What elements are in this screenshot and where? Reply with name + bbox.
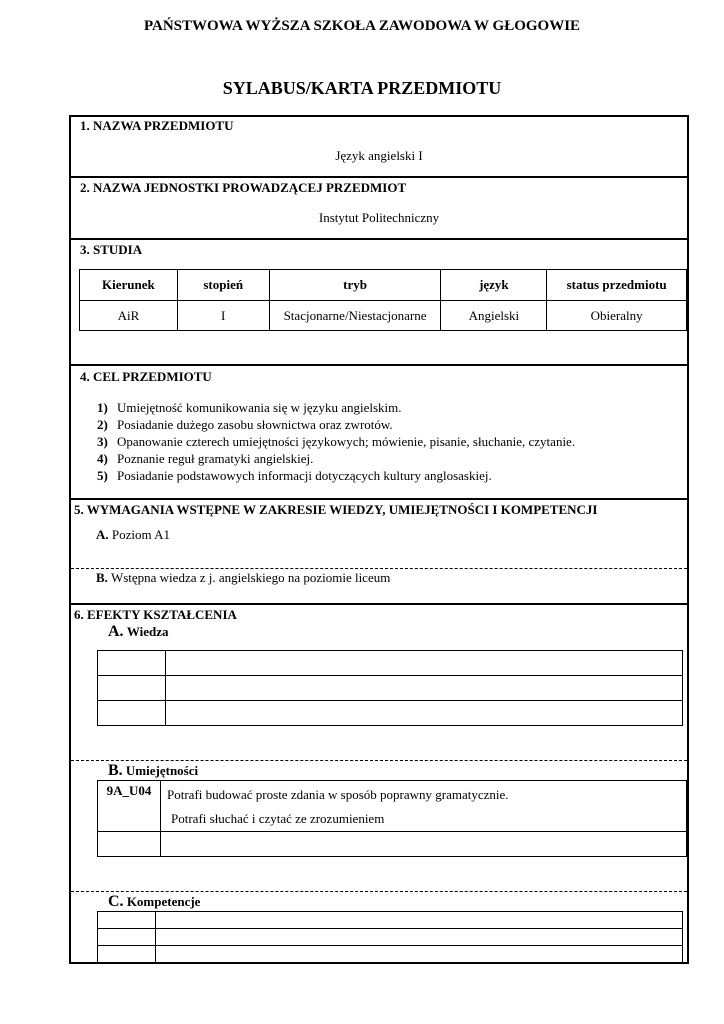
document-title: SYLABUS/KARTA PRZEDMIOTU	[222, 78, 502, 98]
cell-tryb: Stacjonarne/Niestacjonarne	[269, 301, 441, 331]
course-name: Język angielski I	[335, 148, 423, 163]
table-row	[98, 676, 683, 701]
cell-jezyk: Angielski	[441, 301, 547, 331]
requirement-a: A. Poziom A1	[96, 527, 171, 542]
studies-table	[79, 269, 687, 331]
institution-header: PAŃSTWOWA WYŻSZA SZKOŁA ZAWODOWA W GŁOGOWIE	[143, 18, 581, 34]
table-row	[98, 929, 683, 946]
divider	[71, 498, 687, 500]
goals-list	[97, 399, 575, 484]
table-row	[80, 301, 687, 331]
section-1-title: 1. NAZWA PRZEDMIOTU	[80, 118, 234, 133]
header-status: status przedmiotu	[547, 270, 687, 301]
divider	[71, 603, 687, 605]
table-header-row	[80, 270, 687, 301]
skill-description: Potrafi budować proste zdania w sposób poprawny gramatycznie. Potrafi słuchać i czytać ze zrozumieniem	[161, 781, 687, 832]
section-4-title: 4. CEL PRZEDMIOTU	[80, 369, 212, 384]
unit-name: Instytut Politechniczny	[318, 210, 440, 225]
table-row	[98, 832, 687, 857]
header-tryb: tryb	[269, 270, 441, 301]
divider	[71, 364, 687, 366]
list-item: 1) Umiejętność komunikowania się w języku angielskim.	[97, 400, 402, 415]
subsection-a-title: A. Wiedza	[108, 623, 169, 640]
cell-status: Obieralny	[547, 301, 687, 331]
requirement-b: B. Wstępna wiedza z j. angielskiego na poziomie liceum	[96, 570, 391, 585]
section-3-title: 3. STUDIA	[80, 242, 143, 257]
header-jezyk: język	[441, 270, 547, 301]
list-item: 2) Posiadanie dużego zasobu słownictwa oraz zwrotów.	[97, 417, 393, 432]
dashed-divider	[71, 568, 687, 569]
list-item: 5) Posiadanie podstawowych informacji dotyczących kultury anglosaskiej.	[97, 468, 492, 483]
table-row	[98, 651, 683, 676]
table-row	[98, 946, 683, 963]
syllabus-frame	[69, 115, 689, 964]
table-row	[98, 912, 683, 929]
header-kierunek: Kierunek	[80, 270, 178, 301]
section-2-title: 2. NAZWA JEDNOSTKI PROWADZĄCEJ PRZEDMIOT	[80, 180, 407, 195]
subsection-c-title: C. Kompetencje	[108, 893, 201, 910]
list-item: 3) Opanowanie czterech umiejętności językowych; mówienie, pisanie, słuchanie, czytanie.	[97, 434, 576, 449]
cell-stopien: I	[177, 301, 269, 331]
list-item: 4) Poznanie reguł gramatyki angielskiej.	[97, 451, 314, 466]
section-6-title: 6. EFEKTY KSZTAŁCENIA	[74, 607, 237, 622]
competences-table	[97, 911, 683, 963]
dashed-divider	[71, 760, 687, 761]
section-5-title: 5. WYMAGANIA WSTĘPNE W ZAKRESIE WIEDZY, UMIEJĘTNOŚCI I KOMPETENCJI	[74, 502, 598, 517]
subsection-b-title: B. Umiejętności	[108, 762, 199, 779]
skills-table	[97, 780, 687, 857]
table-row	[98, 781, 687, 832]
skill-code: 9A_U04	[98, 781, 161, 832]
divider	[71, 176, 687, 178]
dashed-divider	[71, 891, 687, 892]
knowledge-table	[97, 650, 683, 726]
cell-kierunek: AiR	[80, 301, 178, 331]
header-stopien: stopień	[177, 270, 269, 301]
divider	[71, 238, 687, 240]
table-row	[98, 701, 683, 726]
